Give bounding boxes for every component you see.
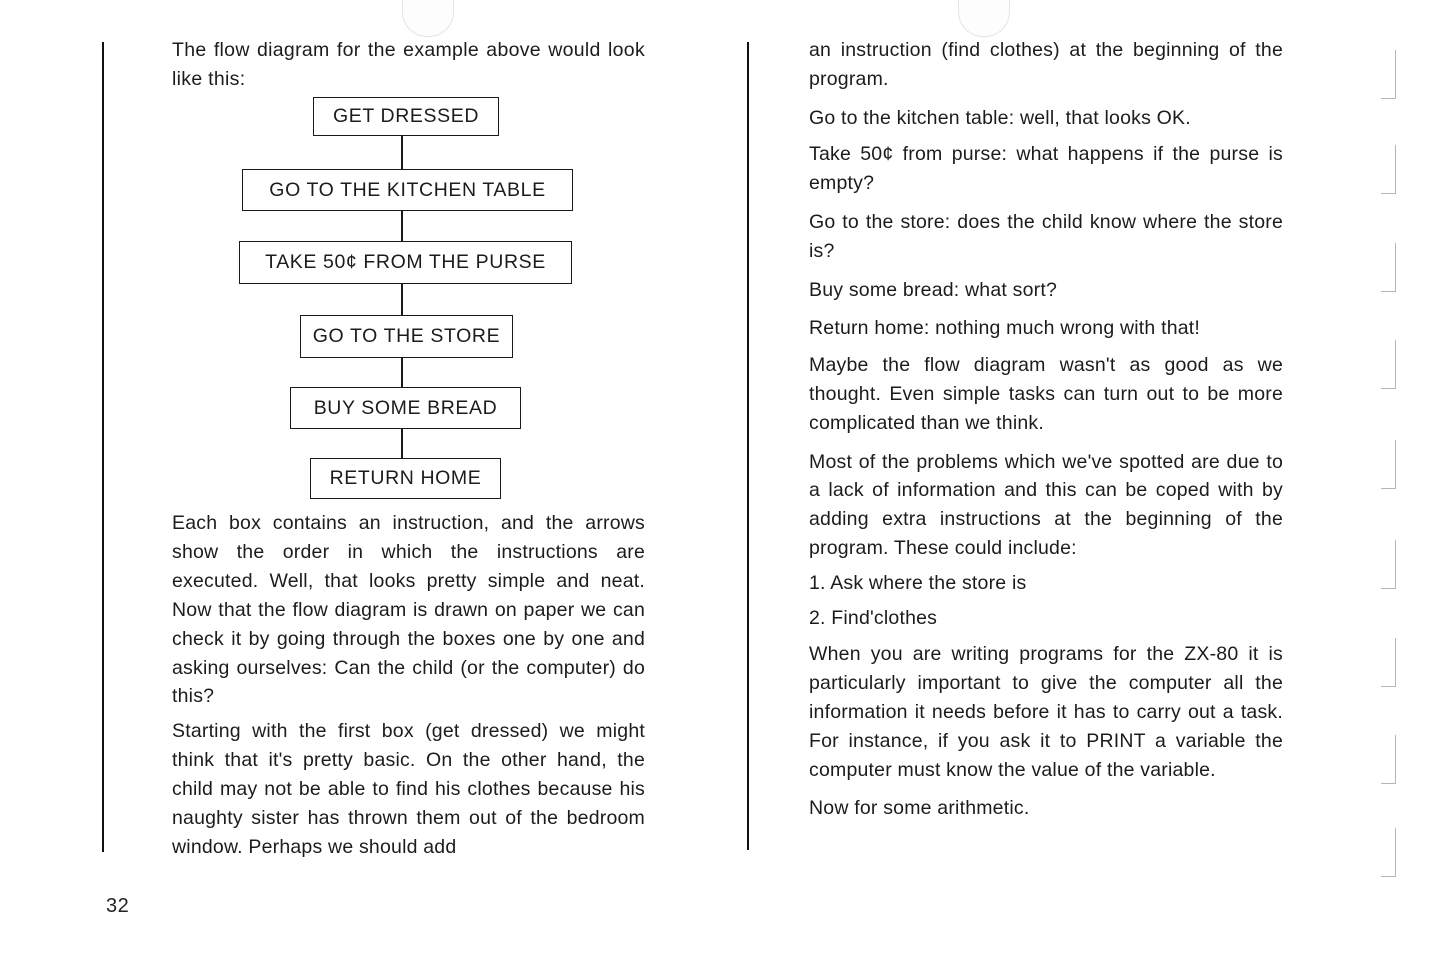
list-item: 1. Ask where the store is <box>809 571 1027 594</box>
paragraph: Maybe the flow diagram wasn't as good as we thought. Even simple tasks can turn out to be more complicated than we think. <box>809 354 1283 434</box>
edge-mark <box>1381 145 1396 194</box>
left-margin-rule <box>102 42 104 852</box>
flow-arrow <box>401 136 403 169</box>
paragraph: Go to the store: does the child know where the store is? <box>809 210 1283 262</box>
paragraph: Most of the problems which we've spotted are due to a lack of information and this can be coped with by adding extra instructions at the beginning of the program. These could include: <box>809 450 1283 559</box>
flow-intro-text: The flow diagram for the example above would look like this: <box>172 39 645 90</box>
edge-mark <box>1381 828 1396 877</box>
paragraph: an instruction (find clothes) at the beginning of the program. <box>809 39 1283 90</box>
edge-mark <box>1381 340 1396 389</box>
paragraph: Starting with the first box (get dressed) we might think that it's pretty basic. On the other hand, the child may not be able to find his clothes because his naughty sister has thrown them out of the bedroom window. Perhaps we should add <box>172 720 645 858</box>
edge-mark <box>1381 50 1396 99</box>
flow-box-buy-bread: BUY SOME BREAD <box>290 387 521 429</box>
paragraph: Return home: nothing much wrong with that! <box>809 317 1201 340</box>
paragraph: Take 50¢ from purse: what happens if the purse is empty? <box>809 143 1283 195</box>
flow-box-get-dressed: GET DRESSED <box>313 97 499 136</box>
flow-box-take-money: TAKE 50¢ FROM THE PURSE <box>239 241 572 284</box>
edge-mark <box>1381 735 1396 784</box>
flow-arrow <box>401 429 403 458</box>
edge-mark <box>1381 638 1396 687</box>
right-margin-rule <box>747 42 749 850</box>
list-item: 2. Find'clothes <box>809 606 938 629</box>
punch-hole-right <box>958 0 1010 37</box>
paragraph: When you are writing programs for the ZX-80 it is particularly important to give the computer all the information it needs before it has to carry out a task. For instance, if you ask it to PRINT a variable the computer must know the value of the variable. <box>809 643 1283 781</box>
left-page-body <box>172 509 645 862</box>
paragraph: Go to the kitchen table: well, that looks OK. <box>809 106 1191 129</box>
flow-box-go-to-store: GO TO THE STORE <box>300 315 513 358</box>
paragraph: Now for some arithmetic. <box>809 797 1030 820</box>
edge-mark <box>1381 540 1396 589</box>
flow-box-return-home: RETURN HOME <box>310 458 501 499</box>
punch-hole-left <box>402 0 454 37</box>
page-number: 32 <box>106 895 130 917</box>
paragraph: Each box contains an instruction, and the arrows show the order in which the instructions are executed. Well, that looks pretty simple and neat. Now that the flow diagram is drawn on paper we can check it by going through the boxes one by one and asking ourselves: Can the child (or the computer) do this? <box>172 512 645 708</box>
flow-arrow <box>401 284 403 315</box>
paragraph: Buy some bread: what sort? <box>809 278 1057 301</box>
flow-arrow <box>401 358 403 387</box>
edge-mark <box>1381 243 1396 292</box>
flow-box-kitchen-table: GO TO THE KITCHEN TABLE <box>242 169 573 211</box>
flow-arrow <box>401 211 403 241</box>
right-page-body <box>809 36 1283 823</box>
edge-mark <box>1381 440 1396 489</box>
